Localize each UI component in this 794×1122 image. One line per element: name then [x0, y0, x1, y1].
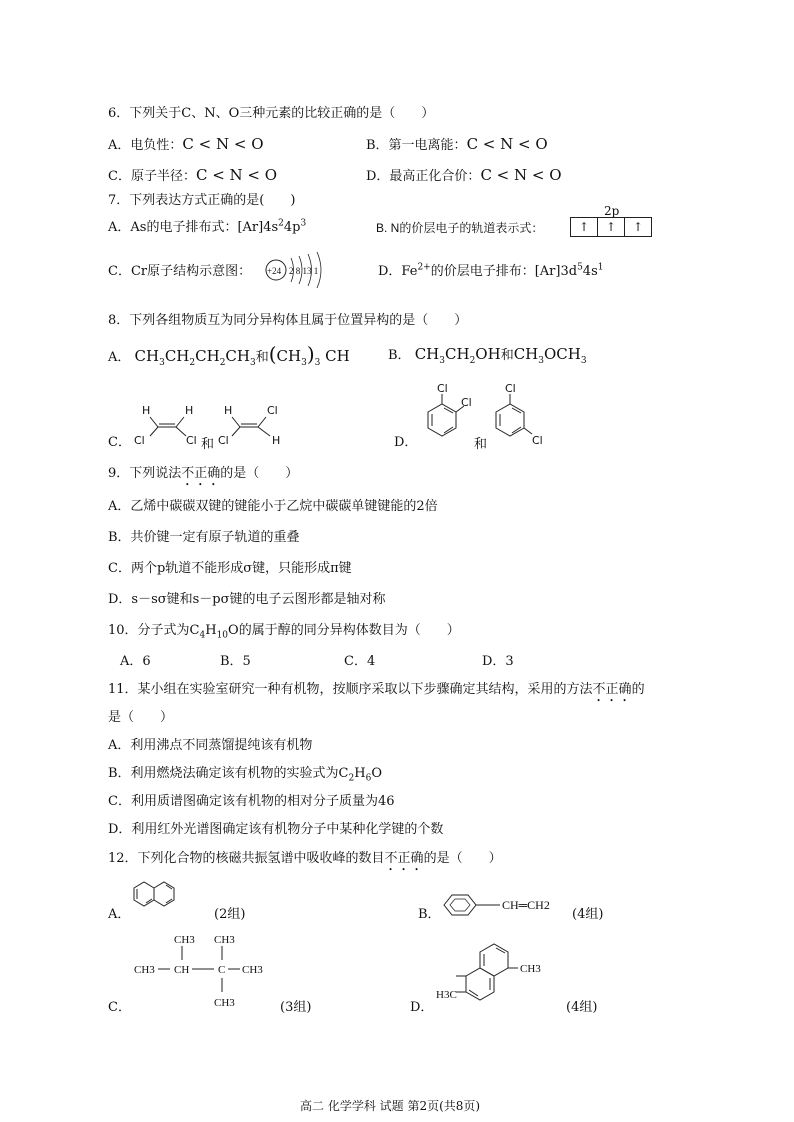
q9-option-a[interactable]: A．乙烯中碳碳双键的键能小于乙烷中碳碳单键键能的2倍 [108, 499, 438, 514]
q8-option-b[interactable] [388, 346, 587, 364]
ch3-label: CH3 [134, 964, 155, 976]
q8-d-he: 和 [474, 436, 488, 451]
styrene-structure [440, 890, 570, 920]
q12-option-c[interactable]: C． [108, 1000, 131, 1015]
q11-option-b[interactable]: B．利用燃烧法确定该有机物的实验式为$C_2H_6O$ [108, 766, 382, 784]
atom-h: H [185, 404, 194, 417]
h3c-label: H3C [436, 989, 457, 1001]
q7-a-sup-p: 3 [300, 218, 307, 229]
q7-b-orbital-box [570, 217, 652, 237]
q12-c-groups: (3组) [280, 1000, 312, 1015]
q12-stem-emphasis: 不正确 [384, 851, 424, 866]
atom-cl: Cl [461, 396, 472, 409]
q8-b-formula-1: $CH_3CH_2OH$ [414, 345, 501, 366]
q6-b-label: B．第一电离能： [366, 138, 467, 153]
atom-cl: Cl [218, 434, 229, 447]
q11-stem-line1 [108, 682, 645, 705]
ch-label: CH [174, 964, 190, 976]
q7-option-c[interactable] [108, 264, 251, 280]
q6-d-value: C < N < O [480, 166, 562, 184]
q7-d-sup-d: 5 [577, 262, 583, 273]
page-footer: 高二 化学学科 试题 第2页(共8页) [300, 1099, 481, 1113]
cr-atom-structure-diagram [262, 250, 332, 294]
q7-b-orbital-label: 2p [604, 204, 620, 218]
q7-option-b[interactable] [376, 220, 543, 236]
ch3-label: CH3 [242, 964, 263, 976]
q7-stem: 7．下列表达方式正确的是( ) [108, 193, 296, 208]
q12-d-groups: (4组) [566, 1000, 598, 1015]
q8-stem: 8．下列各组物质互为同分异构体且属于位置异构的是（ ） [108, 313, 468, 328]
q8-a-formula-1: $CH_3CH_2CH_2CH_3$ [134, 347, 256, 368]
q6-option-b[interactable] [366, 136, 548, 154]
q7-d-mid: 的价层电子排布：[Ar]3d [430, 264, 578, 279]
q11-stem-pre: 11．某小组在实验室研究一种有机物，按顺序采取以下步骤确定其结构，采用的方法 [108, 682, 593, 697]
q6-a-value: C < N < O [182, 135, 264, 153]
trimethyl-butane-structure [130, 928, 270, 1012]
q7-option-a[interactable] [108, 220, 306, 236]
q9-stem-pre: 9．下列说法 [108, 466, 182, 481]
q12-option-a[interactable]: A． [108, 907, 131, 922]
q9-option-b[interactable]: B．共价键一定有原子轨道的重叠 [108, 530, 300, 545]
q10-option-c[interactable]: C．4 [344, 654, 376, 669]
q6-option-a[interactable] [108, 136, 264, 154]
q8-option-c[interactable]: C． [108, 435, 131, 450]
q10-option-a[interactable]: A．6 [120, 654, 151, 669]
q8-b-he: 和 [500, 348, 514, 363]
ch3-label: CH3 [214, 997, 235, 1009]
orbital-cell-3: ↑ [625, 217, 652, 237]
q11-option-c[interactable]: C．利用质谱图确定该有机物的相对分子质量为46 [108, 794, 395, 809]
dimethylnaphthalene-structure [434, 940, 574, 1020]
ch3-label: CH3 [520, 963, 541, 975]
q10-option-d[interactable]: D．3 [482, 654, 514, 669]
q6-c-label: C．原子半径： [108, 169, 196, 184]
cr-nucleus-label: +24 [267, 266, 282, 276]
naphthalene-structure [130, 876, 186, 916]
q8-a-label: A． [108, 350, 131, 365]
q10-option-b[interactable]: B．5 [220, 654, 251, 669]
q12-a-groups: (2组) [214, 907, 246, 922]
atom-h: H [142, 404, 151, 417]
q12-option-b[interactable]: B． [418, 907, 441, 922]
q8-b-formula-2: $CH_3OCH_3$ [513, 345, 587, 366]
atom-cl: Cl [532, 434, 543, 447]
q8-option-d[interactable]: D． [394, 435, 418, 450]
q7-b-text: B. N的价层电子的轨道表示式： [376, 221, 544, 235]
q7-d-text: D．Fe [378, 264, 418, 279]
q9-option-c[interactable]: C．两个p轨道不能形成σ键，只能形成π键 [108, 561, 352, 576]
q8-d-structures [408, 382, 568, 454]
q11-stem-line2: 是（ ） [108, 710, 174, 725]
q7-d-sup-s: 1 [597, 262, 604, 273]
q11-option-a[interactable]: A．利用沸点不同蒸馏提纯该有机物 [108, 738, 313, 753]
q8-c-he: 和 [201, 436, 215, 451]
q6-option-d[interactable] [366, 167, 562, 185]
q8-option-a[interactable] [108, 342, 350, 368]
ch3-label: CH3 [214, 934, 235, 946]
q12-option-d[interactable]: D． [410, 1000, 434, 1015]
styrene-chain: CH═CH2 [502, 898, 550, 912]
q6-c-value: C < N < O [195, 166, 278, 184]
q11-option-d[interactable]: D．利用红外光谱图确定该有机物分子中某种化学键的个数 [108, 822, 444, 837]
q7-c-text: C．Cr原子结构示意图： [108, 264, 252, 279]
q9-stem-post: 的是（ ） [220, 466, 299, 481]
q8-a-formula-2: $(CH_3)_3$ CH [268, 342, 350, 368]
atom-cl: Cl [134, 434, 145, 447]
q12-stem [108, 851, 502, 874]
q10-stem: 10．分子式为$C_4H_{10}O$的属于醇的同分异构体数目为（ ） [108, 623, 460, 641]
q7-d-s: 4s [582, 264, 598, 279]
atom-cl: Cl [186, 434, 197, 447]
q8-c-structures [128, 400, 298, 454]
q7-a-mid: 4p [283, 220, 301, 235]
atom-h: H [224, 404, 233, 417]
q7-a-text: A．As的电子排布式：[Ar]4s [108, 220, 279, 235]
q8-b-label: B． [388, 348, 411, 363]
q12-stem-pre: 12．下列化合物的核磁共振氢谱中吸收峰的数目 [108, 851, 385, 866]
q6-stem: 6．下列关于C、N、O三种元素的比较正确的是（ ） [108, 106, 435, 121]
ch3-label: CH3 [174, 934, 195, 946]
q6-d-label: D．最高正化合价： [366, 169, 481, 184]
cr-shell-numbers: 2 8 13 1 [289, 266, 319, 276]
orbital-cell-1: ↑ [570, 217, 598, 237]
c-label: C [218, 964, 226, 976]
q8-a-he: 和 [255, 350, 269, 365]
q11-stem-post: 的 [631, 682, 645, 697]
q9-stem-emphasis: 不正确 [181, 466, 221, 481]
atom-h: H [272, 434, 281, 447]
q9-option-d[interactable]: D．s－sσ键和s－pσ键的电子云图形都是轴对称 [108, 592, 386, 607]
q6-b-value: C < N < O [466, 135, 548, 153]
q6-option-c[interactable] [108, 167, 277, 185]
q12-b-groups: (4组) [572, 907, 604, 922]
q12-stem-post: 的是（ ） [423, 851, 502, 866]
orbital-cell-2: ↑ [598, 217, 625, 237]
q7-option-d[interactable] [378, 264, 603, 280]
q11-stem-emphasis: 不正确 [592, 682, 632, 697]
q7-d-ion: 2+ [417, 262, 431, 273]
q7-a-sup-s: 2 [278, 218, 284, 229]
q6-a-label: A．电负性： [108, 138, 183, 153]
q9-stem [108, 466, 298, 489]
atom-cl: Cl [437, 382, 448, 395]
atom-cl: Cl [505, 382, 516, 395]
atom-cl: Cl [267, 404, 278, 417]
